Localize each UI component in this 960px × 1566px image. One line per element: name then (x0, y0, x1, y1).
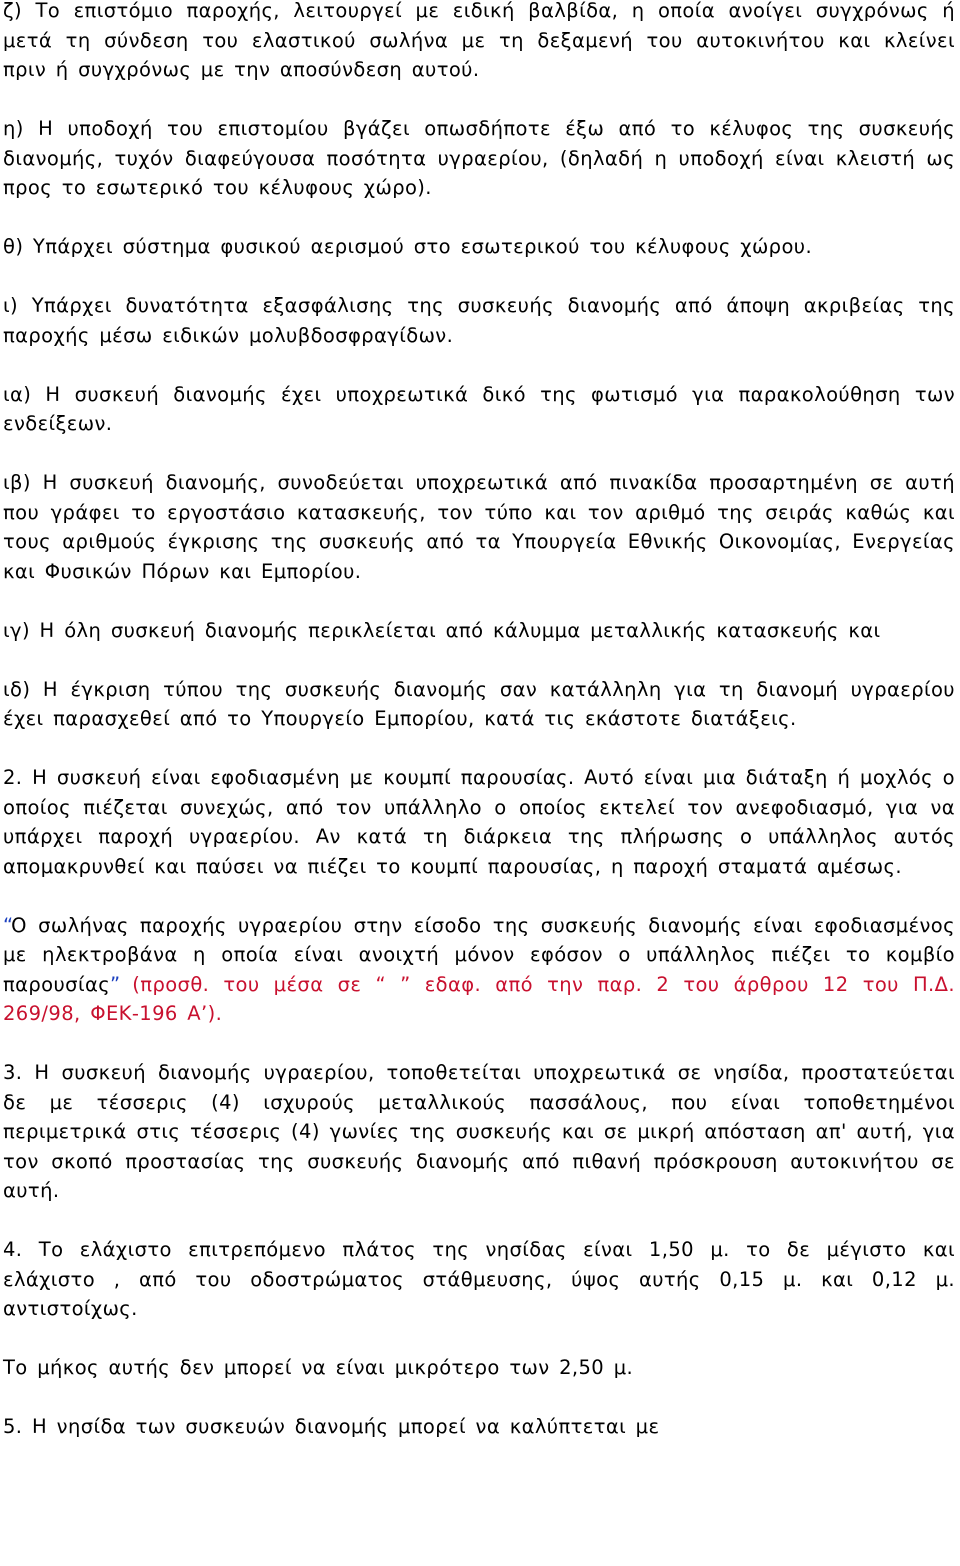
paragraph-quote-amendment (3, 911, 955, 1029)
paragraph-item-5: 5. Η νησίδα των συσκευών διανομής μπορεί να καλύπτεται με (3, 1415, 660, 1438)
paragraph-length: Το μήκος αυτής δεν μπορεί να είναι μικρότερο των 2,50 μ. (3, 1356, 634, 1379)
paragraph-ia: ια) Η συσκευή διανομής έχει υποχρεωτικά δικό της φωτισμό για παρακολούθηση των ενδείξεων. (3, 382, 955, 435)
paragraph-zeta: ζ) Το επιστόμιο παροχής, λειτουργεί με ειδική βαλβίδα, η οποία ανοίγει συγχρόνως ή μετά τη σύνδεση του ελαστικού σωλήνα με τη δεξαμενή του αυτοκινήτου και κλείνει πριν ή συγχρόνως με την αποσύνδεση αυτού. (3, 0, 955, 81)
paragraph-ib: ιβ) Η συσκευή διανομής, συνοδεύεται υποχρεωτικά από πινακίδα προσαρτημένη σε αυτή που γράφει το εργοστάσιο κατασκευής, τον τύπο και τον αριθμό της σειράς καθώς και τους αριθμούς έγκρισης της συσκευής από τα Υπουργεία Εθνικής Οικονομίας, Ενεργείας και Φυσικών Πόρων και Εμπορίου. (3, 471, 955, 583)
document-page (3, 0, 955, 1442)
quote-text: Ο σωλήνας παροχής υγραερίου στην είσοδο της συσκευής διανομής είναι εφοδιασμένος με ηλεκτροβάνα η οποία είναι ανοιχτή μόνον εφόσον ο υπάλληλος πιέζει το κομβίο παρουσίας (3, 913, 955, 996)
amendment-note-marks: “ ” (375, 972, 411, 996)
paragraph-theta: θ) Υπάρχει σύστημα φυσικού αερισμού στο εσωτερικού του κέλυφους χώρου. (3, 235, 813, 258)
paragraph-eta: η) Η υποδοχή του επιστομίου βγάζει οπωσδήποτε έξω από το κέλυφος της συσκευής διανομής, τυχόν διαφεύγουσα ποσότητα υγραερίου, (δηλαδή η υποδοχή είναι κλειστή ως προς το εσωτερικό του κέλυφους χώρο). (3, 117, 955, 199)
paragraph-item-4: 4. Το ελάχιστο επιτρεπόμενο πλάτος της νησίδας είναι 1,50 μ. το δε μέγιστο και ελάχιστο , από του οδοστρώματος στάθμευσης, ύψος αυτής 0,15 μ. και 0,12 μ. αντιστοίχως. (3, 1238, 955, 1320)
amendment-note-part2: εδαφ. από την παρ. 2 του άρθρου 12 του Π.Δ. 269/98, ΦΕΚ-196 Α’). (3, 972, 955, 1025)
paragraph-id: ιδ) Η έγκριση τύπου της συσκευής διανομής σαν κατάλληλη για τη διανομή υγραερίου έχει παρασχεθεί από το Υπουργείο Εμπορίου, κατά τις εκάστοτε διατάξεις. (3, 677, 955, 730)
amendment-note-part1: (προσθ. του μέσα σε (118, 972, 376, 996)
open-quote-mark: “ (3, 913, 12, 937)
paragraph-item-3: 3. Η συσκευή διανομής υγραερίου, τοποθετείται υποχρεωτικά σε νησίδα, προστατεύεται δε με τέσσερις (4) ισχυρούς μεταλλικούς πασσάλους, που είναι τοποθετημένοι περιμετρικά στις τέσσερις (4) γωνίες της συσκευής και σε μικρή απόσταση απ' αυτή, για τον σκοπό προστασίας της συσκευής διανομής από πιθανή πρόσκρουση αυτοκινήτου σε αυτή. (3, 1061, 955, 1202)
paragraph-ig: ιγ) Η όλη συσκευή διανομής περικλείεται από κάλυμμα μεταλλικής κατασκευής και (3, 618, 881, 642)
paragraph-item-2: 2. Η συσκευή είναι εφοδιασμένη με κουμπί παρουσίας. Αυτό είναι μια διάταξη ή μοχλός ο οποίος πιέζεται συνεχώς, από τον υπάλληλο ο οποίος εκτελεί τον ανεφοδιασμό, για να υπάρχει παροχή υγραερίου. Αν κατά τη διάρκεια της πλήρωσης ο υπάλληλος αυτός απομακρυνθεί και παύσει να πιέζει το κουμπί παρουσίας, η παροχή σταματά αμέσως. (3, 766, 955, 878)
close-quote-mark: ” (110, 972, 119, 996)
paragraph-iota: ι) Υπάρχει δυνατότητα εξασφάλισης της συσκευής διανομής από άποψη ακριβείας της παροχής μέσω ειδικών μολυβδοσφραγίδων. (3, 294, 955, 347)
